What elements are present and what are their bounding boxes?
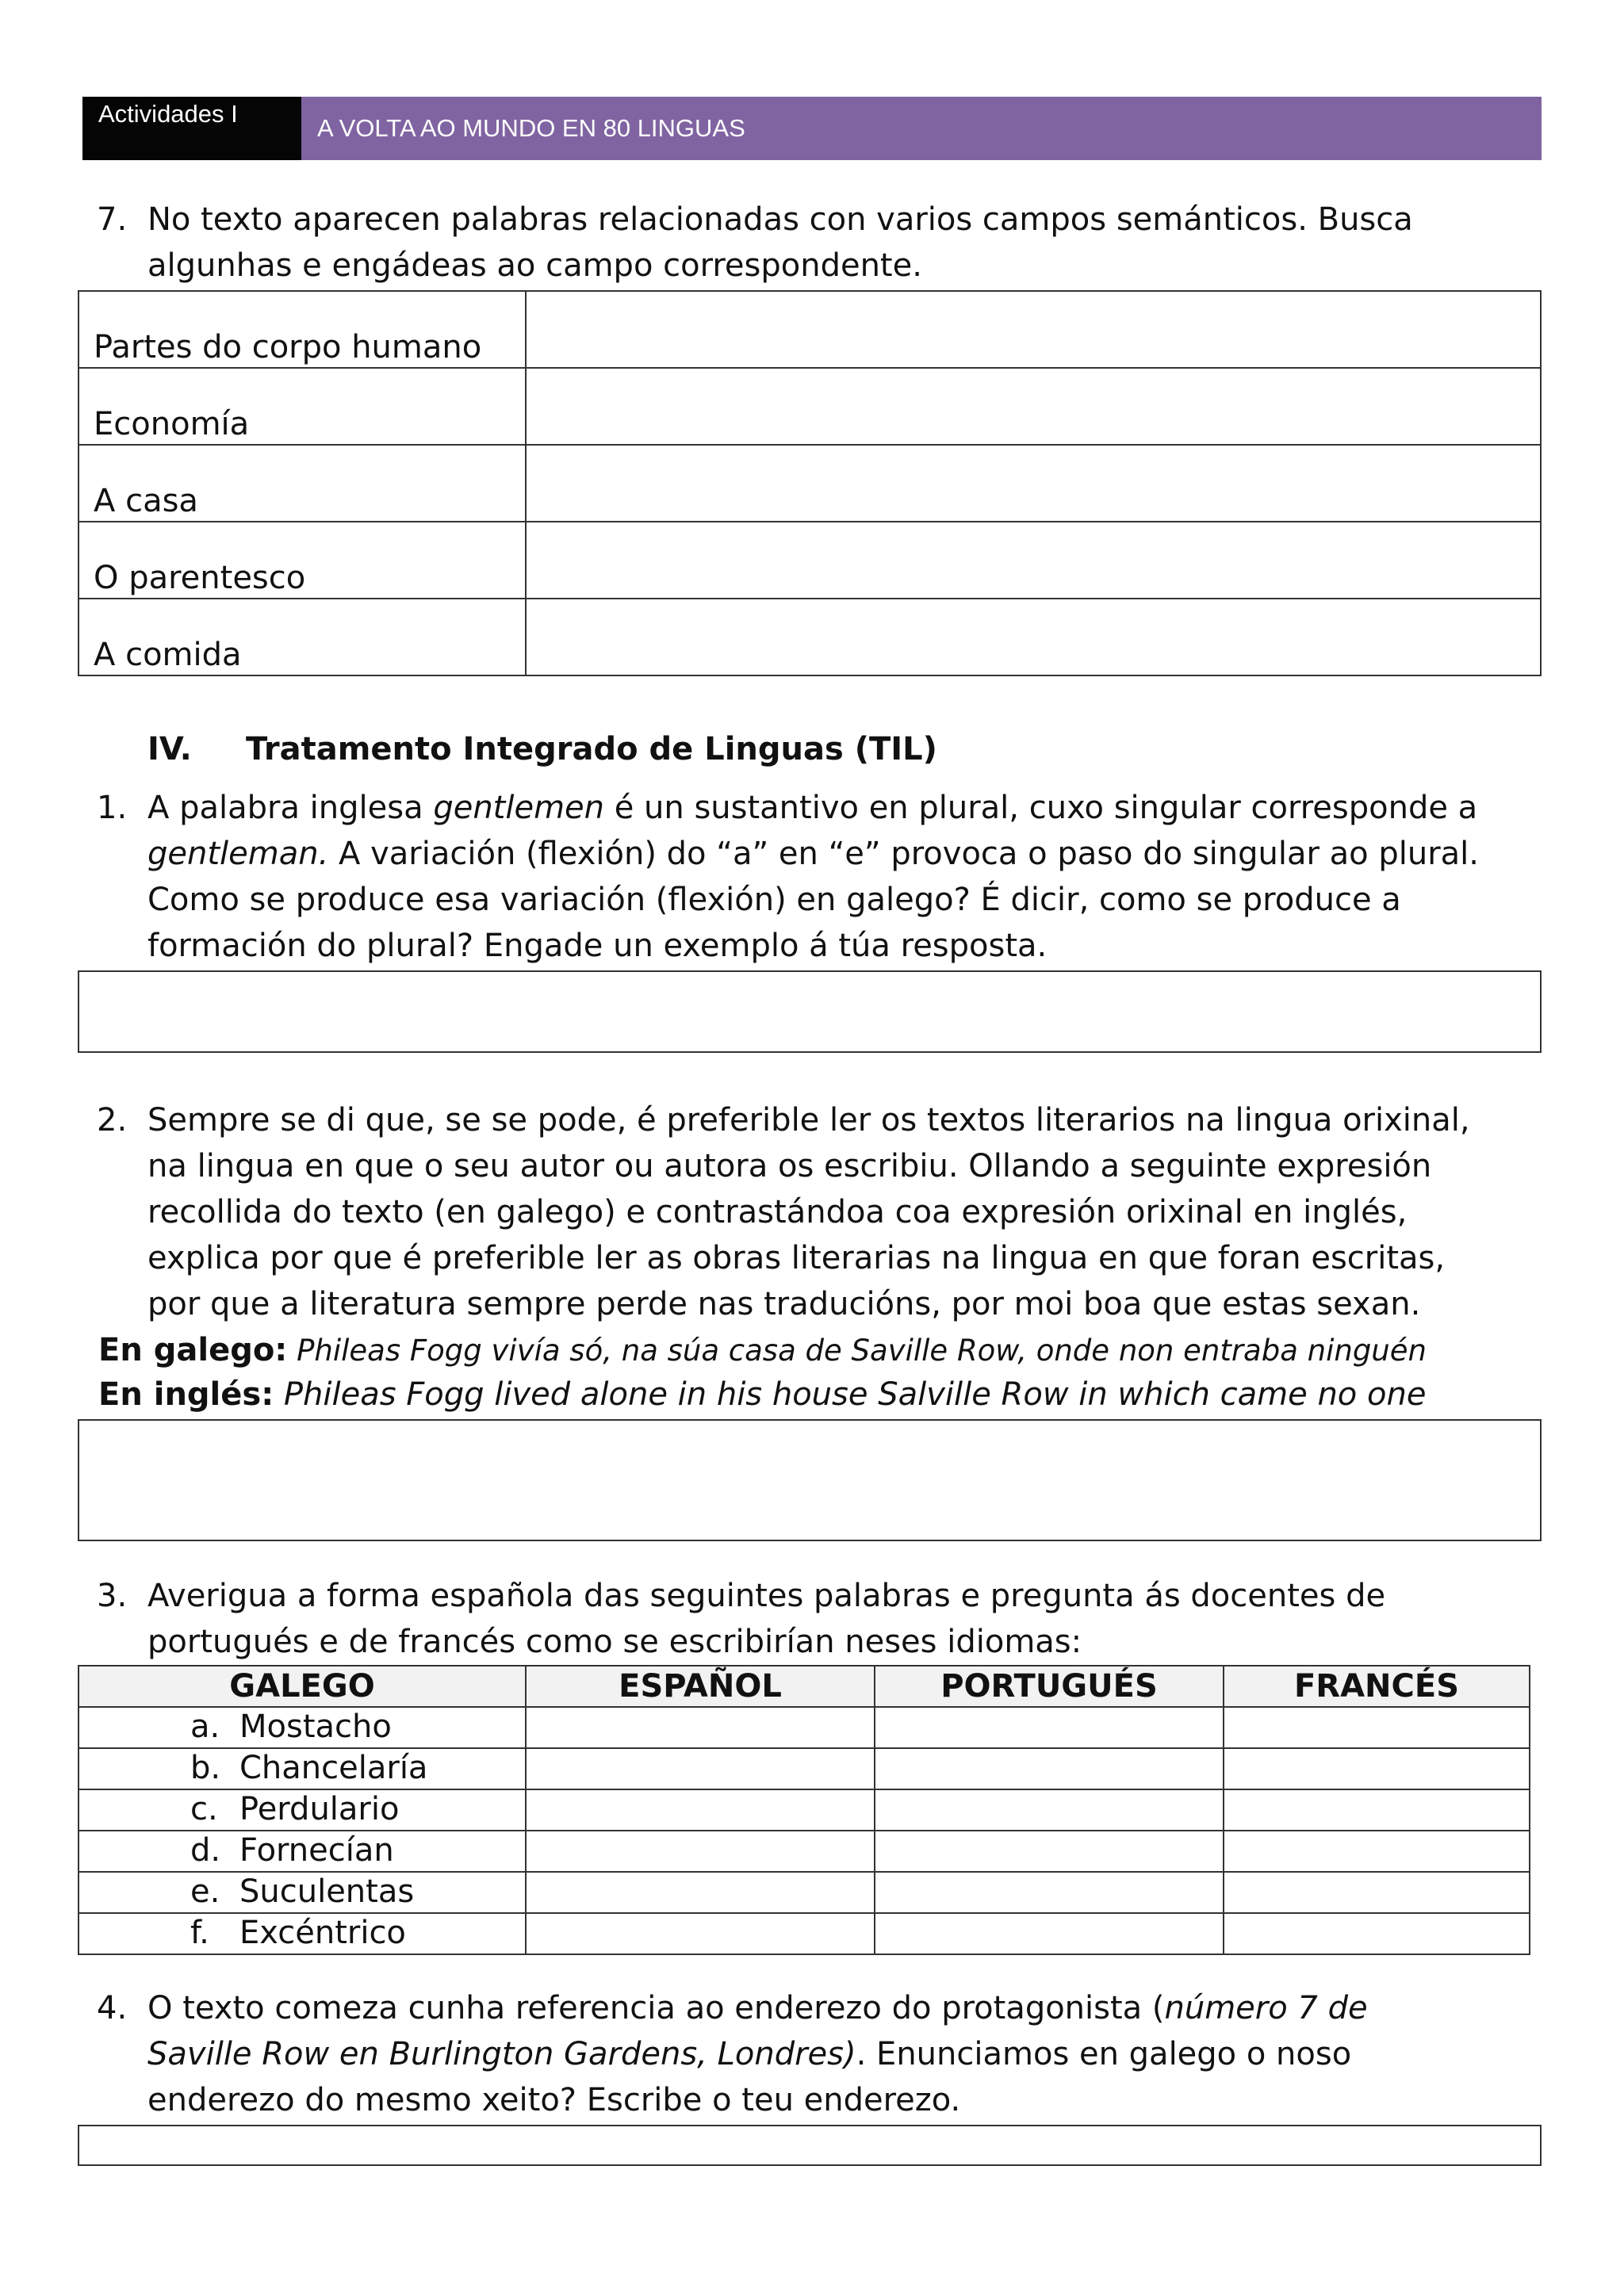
field-label: O parentesco [79, 522, 526, 599]
galician-word-cell: f. Excéntrico [79, 1913, 526, 1954]
header-section-label [82, 97, 301, 160]
section-title: Tratamento Integrado de Linguas (TIL) [246, 731, 937, 767]
portugues-cell[interactable] [875, 1831, 1224, 1872]
q7-line-1: No texto aparecen palabras relacionadas con varios campos semánticos. Busca [147, 201, 1413, 238]
answer-cell[interactable] [526, 522, 1541, 599]
table-row [79, 1872, 1530, 1913]
galician-word-cell: d. Fornecían [79, 1831, 526, 1872]
q2-galician-example: En galego: Phileas Fogg vivía só, na súa casa de Saville Row, onde non entraba ninguén [98, 1332, 1427, 1368]
header-galego: GALEGO [79, 1666, 526, 1707]
q1-answer-box[interactable] [78, 970, 1542, 1053]
field-label: A casa [79, 445, 526, 522]
table-row [79, 1789, 1530, 1831]
languages-table [78, 1665, 1530, 1955]
q3-line-1: Averigua a forma española das seguintes palabras e pregunta ás docentes de [147, 1578, 1386, 1614]
galician-word-cell: a. Mostacho [79, 1707, 526, 1748]
section-roman: IV. [147, 731, 192, 767]
q2-line-4: explica por que é preferible ler as obras literarias na lingua en que foran escritas, [147, 1240, 1446, 1276]
q4-line-3: enderezo do mesmo xeito? Escribe o teu enderezo. [147, 2082, 961, 2118]
table-row [79, 445, 1541, 522]
answer-cell[interactable] [526, 599, 1541, 675]
field-label: Partes do corpo humano [79, 291, 526, 368]
q3-number: 3. [97, 1578, 128, 1614]
q2-english-example: En inglés: Phileas Fogg lived alone in his house Salville Row in which came no one [98, 1376, 1427, 1413]
espanol-cell[interactable] [526, 1913, 875, 1954]
q1-line-4: formación do plural? Engade un exemplo á túa resposta. [147, 928, 1048, 964]
header-left-text: Actividades I [98, 100, 238, 128]
espanol-cell[interactable] [526, 1831, 875, 1872]
table-row [79, 1707, 1530, 1748]
espanol-cell[interactable] [526, 1872, 875, 1913]
answer-cell[interactable] [526, 445, 1541, 522]
q7-line-2: algunhas e engádeas ao campo correspondente. [147, 247, 922, 284]
frances-cell[interactable] [1224, 1913, 1530, 1954]
espanol-cell[interactable] [526, 1748, 875, 1789]
table-row [79, 522, 1541, 599]
header-title-bar [301, 97, 1542, 160]
answer-cell[interactable] [526, 291, 1541, 368]
q4-answer-box[interactable] [78, 2125, 1542, 2166]
q3-line-2: portugués e de francés como se escribirían neses idiomas: [147, 1624, 1082, 1660]
q4-line-1: O texto comeza cunha referencia ao enderezo do protagonista (número 7 de [147, 1990, 1368, 2026]
table-row [79, 368, 1541, 445]
frances-cell[interactable] [1224, 1872, 1530, 1913]
portugues-cell[interactable] [875, 1707, 1224, 1748]
table-row [79, 599, 1541, 675]
frances-cell[interactable] [1224, 1748, 1530, 1789]
espanol-cell[interactable] [526, 1789, 875, 1831]
answer-cell[interactable] [526, 368, 1541, 445]
header-frances: FRANCÉS [1224, 1666, 1530, 1707]
q1-number: 1. [97, 790, 128, 826]
q2-line-2: na lingua en que o seu autor ou autora os escribiu. Ollando a seguinte expresión [147, 1148, 1432, 1184]
table-row [79, 1831, 1530, 1872]
semantic-fields-table [78, 290, 1542, 676]
portugues-cell[interactable] [875, 1872, 1224, 1913]
q2-number: 2. [97, 1102, 128, 1138]
q4-number: 4. [97, 1990, 128, 2026]
header-espanol: ESPAÑOL [526, 1666, 875, 1707]
table-row [79, 1913, 1530, 1954]
portugues-cell[interactable] [875, 1913, 1224, 1954]
espanol-cell[interactable] [526, 1707, 875, 1748]
q2-line-3: recollida do texto (en galego) e contrastándoa coa expresión orixinal en inglés, [147, 1194, 1408, 1230]
q7-number: 7. [97, 201, 128, 238]
q1-line-3: Como se produce esa variación (flexión) en galego? É dicir, como se produce a [147, 882, 1401, 918]
table-row [79, 1748, 1530, 1789]
q2-answer-box[interactable] [78, 1419, 1542, 1541]
q1-line-1: A palabra inglesa gentlemen é un sustantivo en plural, cuxo singular corresponde a [147, 790, 1478, 826]
table-row [79, 291, 1541, 368]
q2-line-1: Sempre se di que, se se pode, é preferible ler os textos literarios na lingua orixinal, [147, 1102, 1470, 1138]
portugues-cell[interactable] [875, 1748, 1224, 1789]
frances-cell[interactable] [1224, 1831, 1530, 1872]
frances-cell[interactable] [1224, 1707, 1530, 1748]
galician-word-cell: e. Suculentas [79, 1872, 526, 1913]
q2-line-5: por que a literatura sempre perde nas traducións, por moi boa que estas sexan. [147, 1286, 1421, 1322]
portugues-cell[interactable] [875, 1789, 1224, 1831]
header-portugues: PORTUGUÉS [875, 1666, 1224, 1707]
field-label: A comida [79, 599, 526, 675]
header-title-text: A VOLTA AO MUNDO EN 80 LINGUAS [317, 114, 745, 142]
table-header-row [79, 1666, 1530, 1707]
galician-word-cell: b. Chancelaría [79, 1748, 526, 1789]
field-label: Economía [79, 368, 526, 445]
frances-cell[interactable] [1224, 1789, 1530, 1831]
q4-line-2: Saville Row en Burlington Gardens, Londres). Enunciamos en galego o noso [147, 2036, 1352, 2072]
q1-line-2: gentleman. A variación (flexión) do “a” en “e” provoca o paso do singular ao plural. [147, 836, 1479, 872]
galician-word-cell: c. Perdulario [79, 1789, 526, 1831]
